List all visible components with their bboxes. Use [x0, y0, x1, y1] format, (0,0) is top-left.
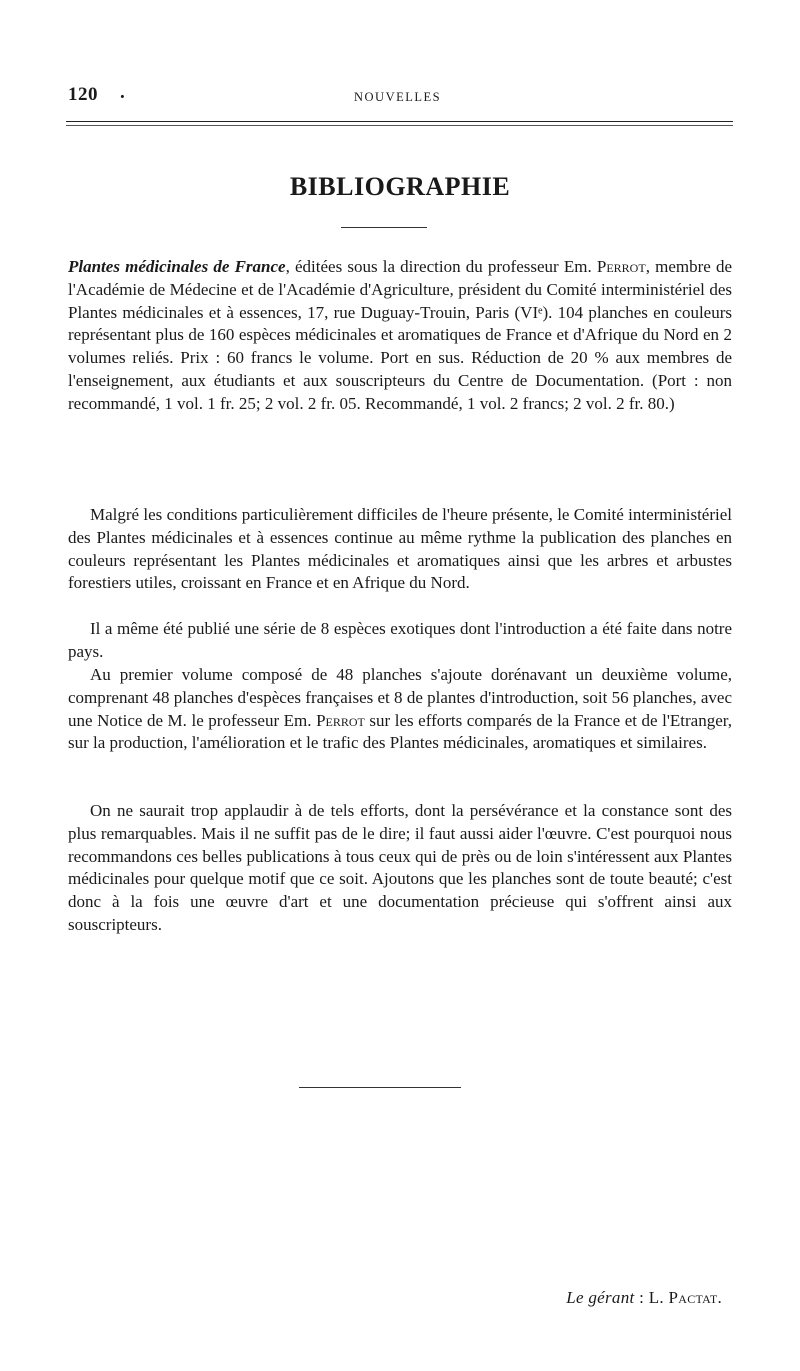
signature-initial: L.	[648, 1288, 669, 1307]
reference-details: , membre de l'Académie de Médecine et de l'Académie d'Agriculture, président du Comité interministériel des Plantes médicinales et à essences, 17, rue Duguay-Trouin, Paris (VIᵉ). 104 planches en couleurs représentant plus de 160 espèces médicinales et aromatiques de France et d'Afrique du Nord en 2 volumes reliés. Prix : 60 francs le volume. Port en sus. Réduction de 20 % aux membres de l'enseignement, aux étudiants et aux souscripteurs du Centre de Documentation. (Port : non recommandé, 1 vol. 1 fr. 25; 2 vol. 2 fr. 05. Recommandé, 1 vol. 2 francs; 2 vol. 2 fr. 80.)	[68, 257, 732, 413]
running-head	[68, 84, 732, 110]
header-rule	[66, 121, 733, 122]
book-title: Plantes médicinales de France	[68, 257, 286, 276]
signature-name: Pactat.	[668, 1288, 722, 1307]
signature-separator: :	[634, 1288, 649, 1307]
reference-author: Perrot	[596, 257, 646, 276]
title-rule	[341, 227, 427, 228]
running-head-dot: .	[120, 82, 125, 103]
paragraph-3	[68, 664, 732, 755]
running-title: NOUVELLES	[354, 90, 442, 104]
page-number: 120	[68, 84, 98, 105]
end-rule	[299, 1087, 461, 1088]
bibliographic-reference	[68, 256, 732, 416]
paragraph-3-end: sur les efforts comparés de la France et de l'Etranger, sur la production, l'amélioration et le trafic des Plantes médicinales, aromatiques et similaires.	[68, 710, 732, 753]
header-rule-thin	[66, 125, 733, 126]
paragraph-2: Il a même été publié une série de 8 espèces exotiques dont l'introduction a été faite dans notre pays.	[68, 619, 732, 661]
signature	[566, 1288, 722, 1308]
paragraph-3-author: Perrot	[316, 710, 365, 730]
paragraph-4: On ne saurait trop applaudir à de tels efforts, dont la persévérance et la constance sont des plus remarquables. Mais il ne suffit pas de le dire; il faut aussi aider l'œuvre. C'est pourquoi nous recommandons ces belles publications à tous ceux qui de près ou de loin s'intéressent aux Plantes médicinales pour quelque motif que ce soit. Ajoutons que les planches sont de toute beauté; c'est donc à la fois une œuvre d'art et une documentation précieuse qui s'offrent ainsi aux souscripteurs.	[68, 801, 732, 934]
reference-after-title: , éditées sous la direction du professeur Em.	[285, 257, 597, 276]
paragraph-1: Malgré les conditions particulièrement difficiles de l'heure présente, le Comité interministériel des Plantes médicinales et à essences continue au même rythme la publication des planches en couleurs représentant les Plantes médicinales et aromatiques ainsi que les arbres et arbustes forestiers utiles, croissant en France et en Afrique du Nord.	[68, 505, 732, 593]
section-title: BIBLIOGRAPHIE	[289, 172, 511, 201]
signature-role: Le gérant	[566, 1288, 635, 1307]
paragraph-3-start: Au premier volume composé de 48 planches s'ajoute dorénavant un deuxième volume, comprenant 48 planches d'espèces françaises et 8 de plantes d'introduction, soit 56 planches, avec une Notice de M. le professeur Em.	[68, 665, 732, 730]
